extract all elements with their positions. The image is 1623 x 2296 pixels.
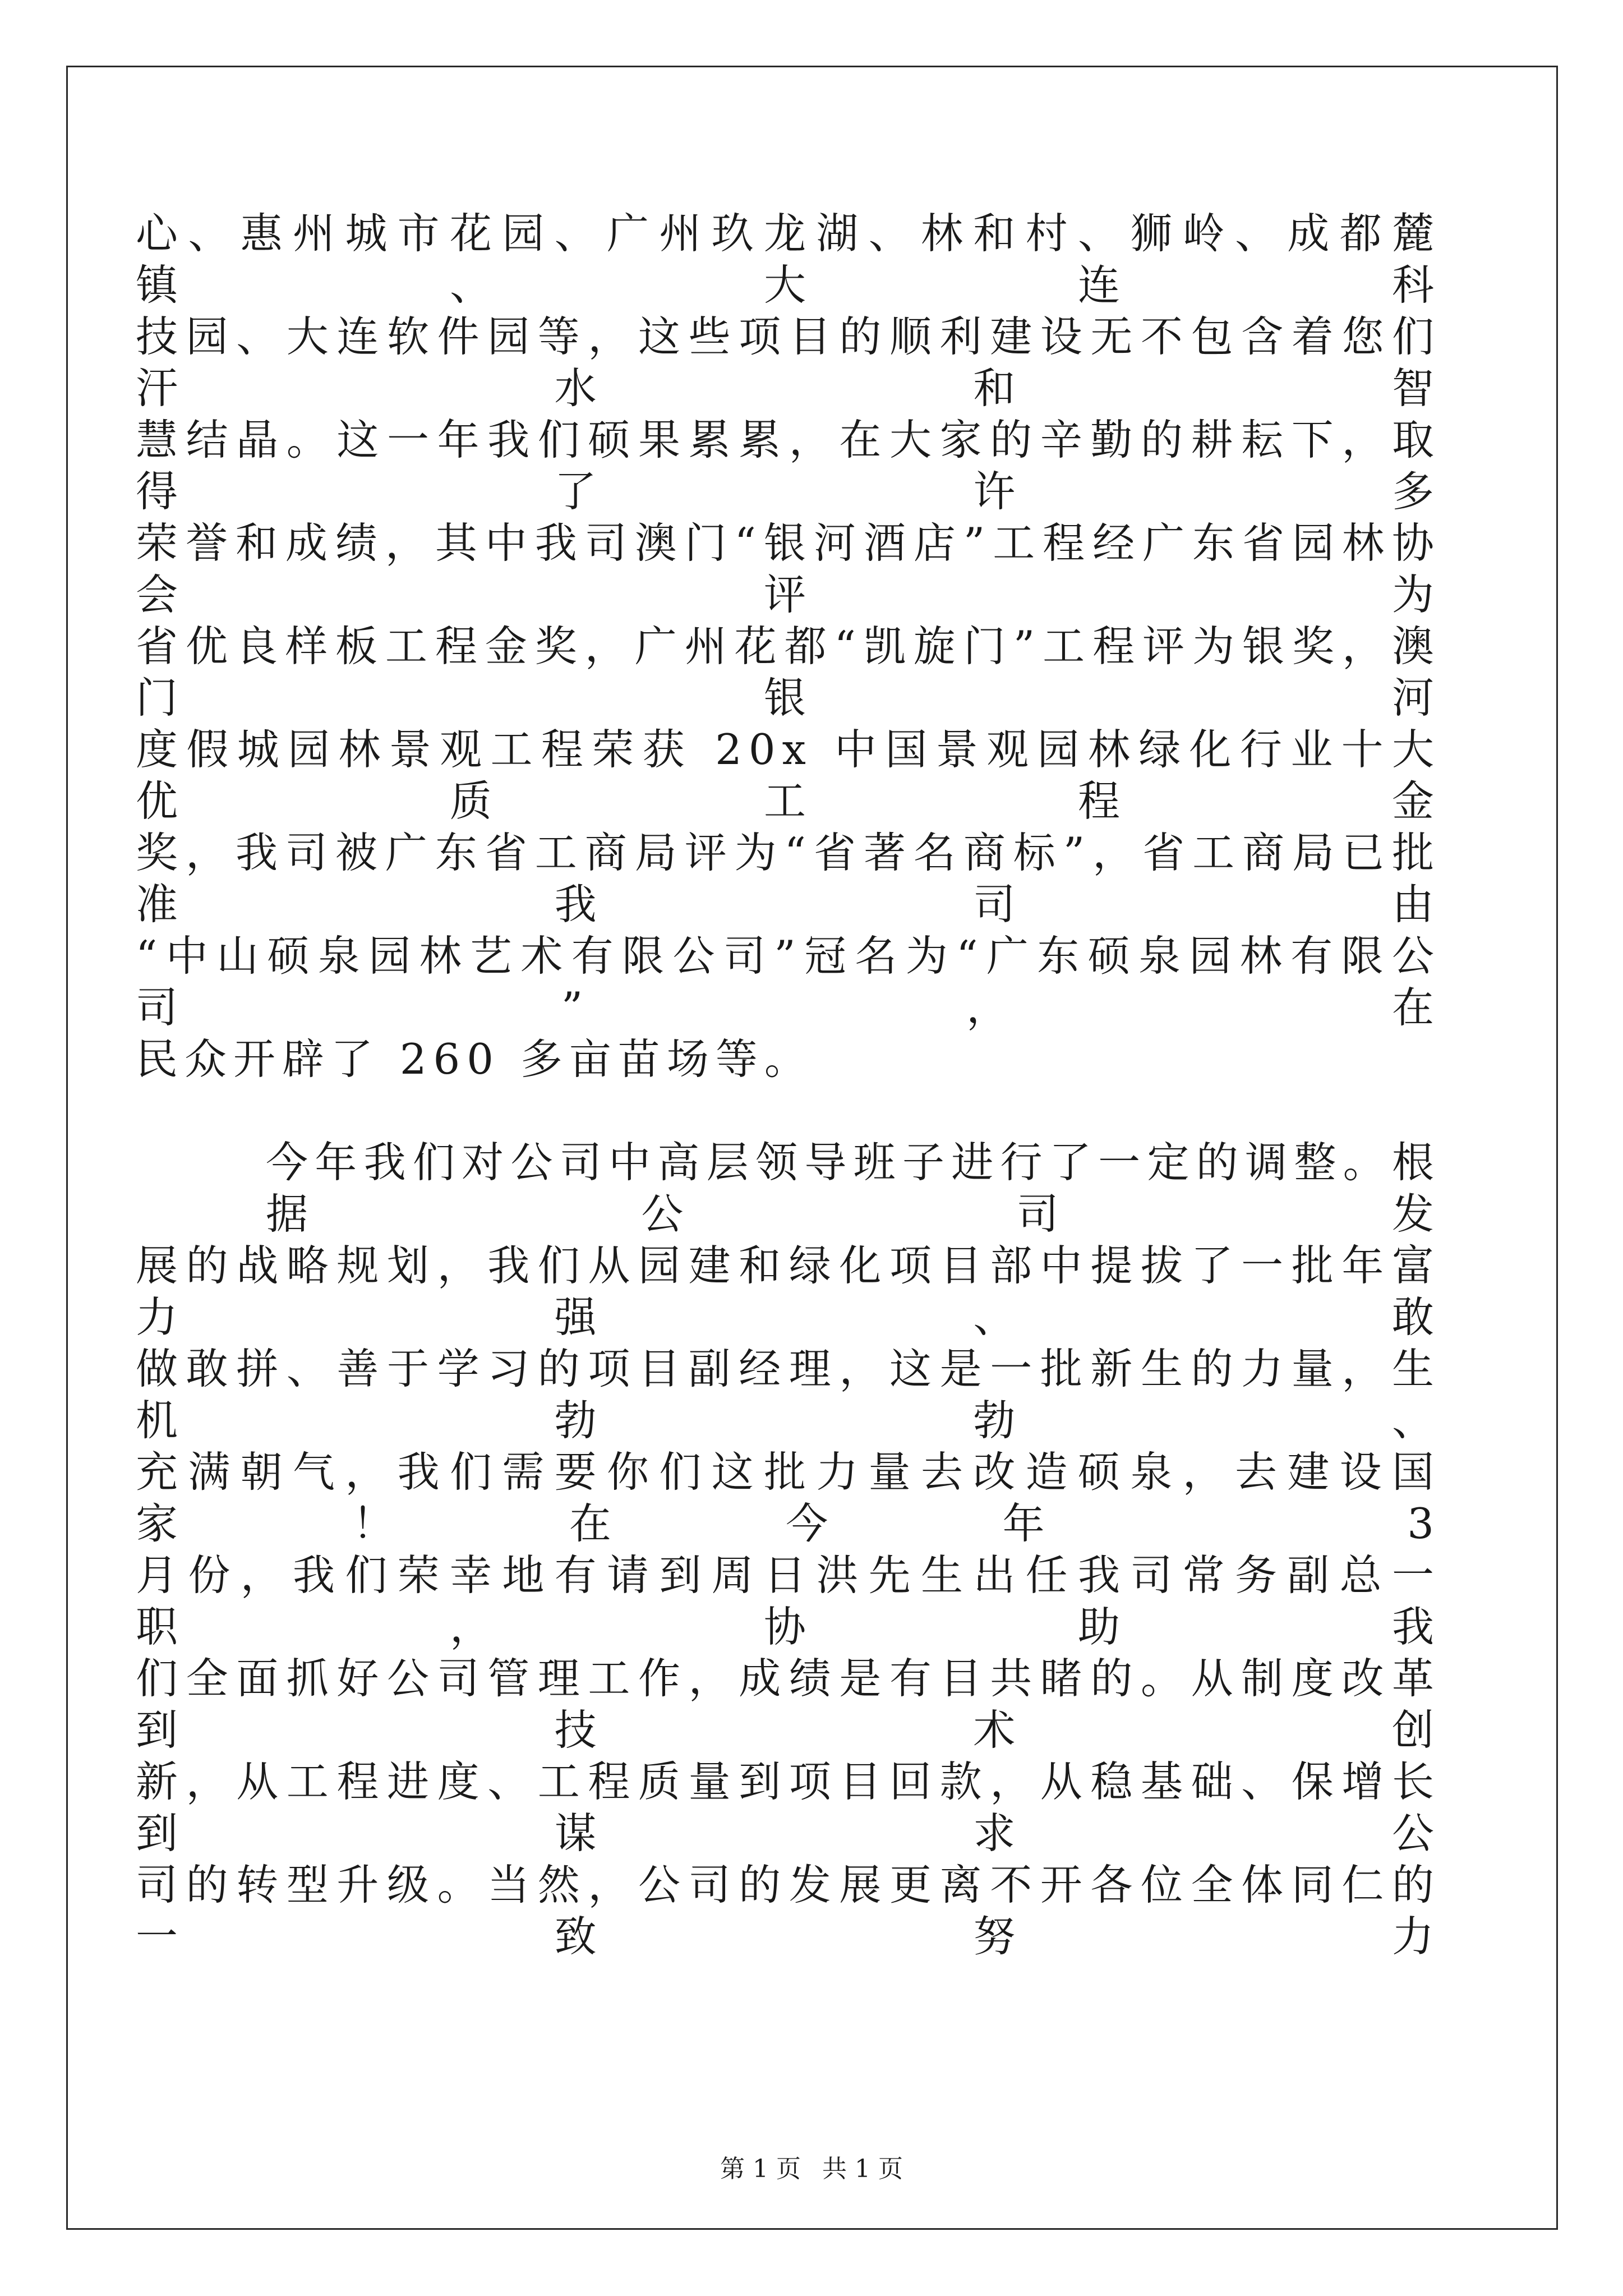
text-line: 民众开辟了 260 多亩苗场等。 bbox=[136, 1034, 813, 1084]
text-line: 充满朝气，我们需要你们这批力量去改造硕泉，去建设国家！在今年 3 bbox=[136, 1447, 1441, 1548]
page-footer bbox=[0, 2148, 1623, 2184]
text-line: 荣誉和成绩，其中我司澳门“银河酒店”工程经广东省园林协会评为 bbox=[136, 518, 1441, 619]
text-line: 们全面抓好公司管理工作，成绩是有目共睹的。从制度改革到技术创 bbox=[136, 1654, 1441, 1755]
text-line: 省优良样板工程金奖，广州花都“凯旋门”工程评为银奖，澳门银河 bbox=[136, 622, 1441, 723]
text-line: 新，从工程进度、工程质量到项目回款，从稳基础、保增长到谋求公 bbox=[136, 1757, 1441, 1858]
text-line: 度假城园林景观工程荣获 20x 中国景观园林绿化行业十大优质工程金 bbox=[136, 725, 1441, 826]
text-line: 司的转型升级。当然，公司的发展更离不开各位全体同仁的一致努力 bbox=[136, 1860, 1441, 1961]
paragraph-first-line: 今年我们对公司中高层领导班子进行了一定的调整。根据公司发 bbox=[266, 1138, 1441, 1239]
text-line: 展的战略规划，我们从园建和绿化项目部中提拔了一批年富力强、敢 bbox=[136, 1241, 1441, 1342]
text-line: 慧结晶。这一年我们硕果累累，在大家的辛勤的耕耘下，取得了许多 bbox=[136, 415, 1441, 516]
text-line: “中山硕泉园林艺术有限公司”冠名为“广东硕泉园林有限公司”，在 bbox=[136, 931, 1441, 1032]
text-line: 月份，我们荣幸地有请到周日洪先生出任我司常务副总一职，协助我 bbox=[136, 1550, 1441, 1651]
text-line: 技园、大连软件园等，这些项目的顺利建设无不包含着您们汗水和智 bbox=[136, 312, 1441, 413]
text-line: 做敢拼、善于学习的项目副经理，这是一批新生的力量，生机勃勃、 bbox=[136, 1344, 1441, 1445]
page-number: 第 1 页 bbox=[720, 2155, 801, 2183]
page-total: 共 1 页 bbox=[822, 2155, 903, 2183]
document-body bbox=[136, 208, 1441, 1962]
text-line: 奖，我司被广东省工商局评为“省著名商标”，省工商局已批准我司由 bbox=[136, 828, 1441, 929]
text-line: 心、惠州城市花园、广州玖龙湖、林和村、狮岭、成都麓镇、大连科 bbox=[136, 209, 1441, 310]
